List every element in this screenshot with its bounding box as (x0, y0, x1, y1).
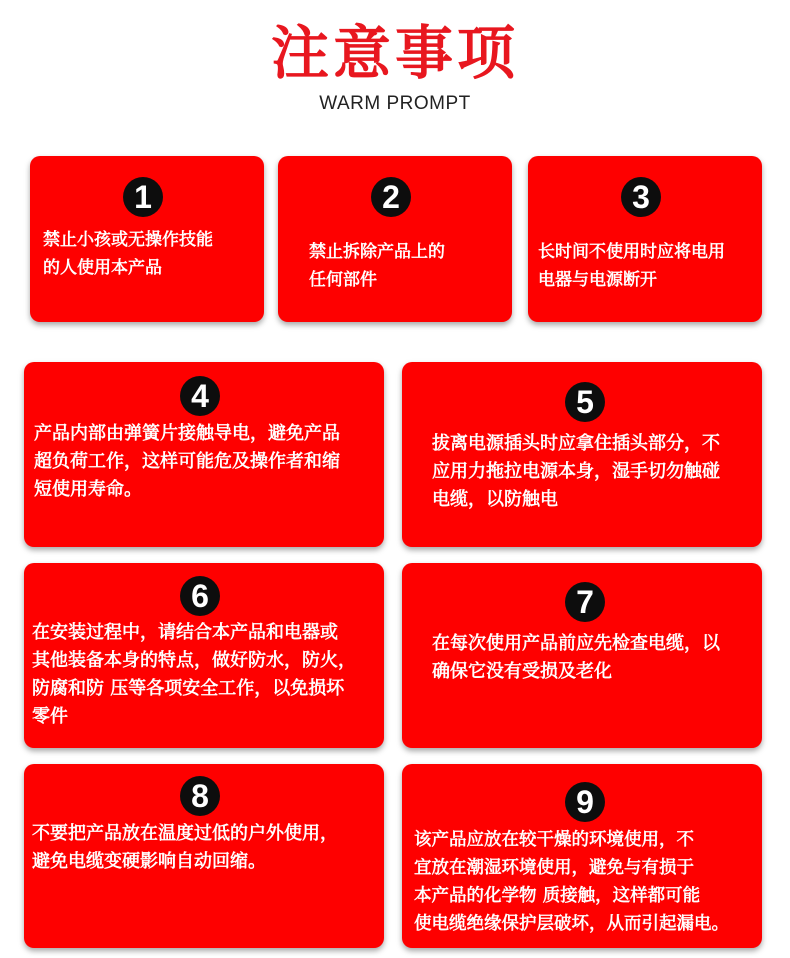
number-badge: 9 (565, 782, 605, 822)
number-badge: 2 (371, 177, 411, 217)
notice-card-5 (402, 362, 762, 547)
notice-card-8 (24, 764, 384, 948)
notice-text: 产品内部由弹簧片接触导电，避免产品 超负荷工作，这样可能危及操作者和缩 短使用寿命。 (34, 423, 340, 500)
number-badge: 3 (621, 177, 661, 217)
notice-card-9 (402, 764, 762, 948)
number-badge: 1 (123, 177, 163, 217)
notice-card-6 (24, 563, 384, 748)
notice-text: 长时间不使用时应将电用 电器与电源断开 (538, 242, 725, 290)
number-badge: 7 (565, 582, 605, 622)
number-badge: 8 (180, 776, 220, 816)
notice-text: 拔离电源插头时应拿住插头部分，不 应用力拖拉电源本身，湿手切勿触碰 电缆，以防触电 (432, 433, 720, 510)
notice-card-2 (278, 156, 512, 322)
notice-card-1 (30, 156, 264, 322)
notice-text: 不要把产品放在温度过低的户外使用， 避免电缆变硬影响自动回缩。 (32, 823, 338, 872)
notice-text: 禁止拆除产品上的 任何部件 (309, 242, 445, 290)
number-badge: 4 (180, 376, 220, 416)
number-badge: 5 (565, 382, 605, 422)
notice-card-7 (402, 563, 762, 748)
page-subtitle: WARM PROMPT (319, 93, 471, 114)
notice-text: 在安装过程中，请结合本产品和电器或 其他装备本身的特点，做好防水，防火， 防腐和防 压等各项安全工作，以免损坏 零件 (32, 622, 356, 727)
number-badge: 6 (180, 576, 220, 616)
notice-text: 在每次使用产品前应先检查电缆，以 确保它没有受损及老化 (432, 633, 720, 682)
notice-card-4 (24, 362, 384, 547)
notice-card-3 (528, 156, 762, 322)
page-title: 注意事项 (270, 19, 519, 87)
notice-text: 该产品应放在较干燥的环境使用，不 宜放在潮湿环境使用，避免与有损于 本产品的化学物 质接触，这样都可能 使电缆绝缘保护层破坏，从而引起漏电。 (414, 830, 729, 934)
notice-text: 禁止小孩或无操作技能 的人使用本产品 (43, 230, 213, 278)
